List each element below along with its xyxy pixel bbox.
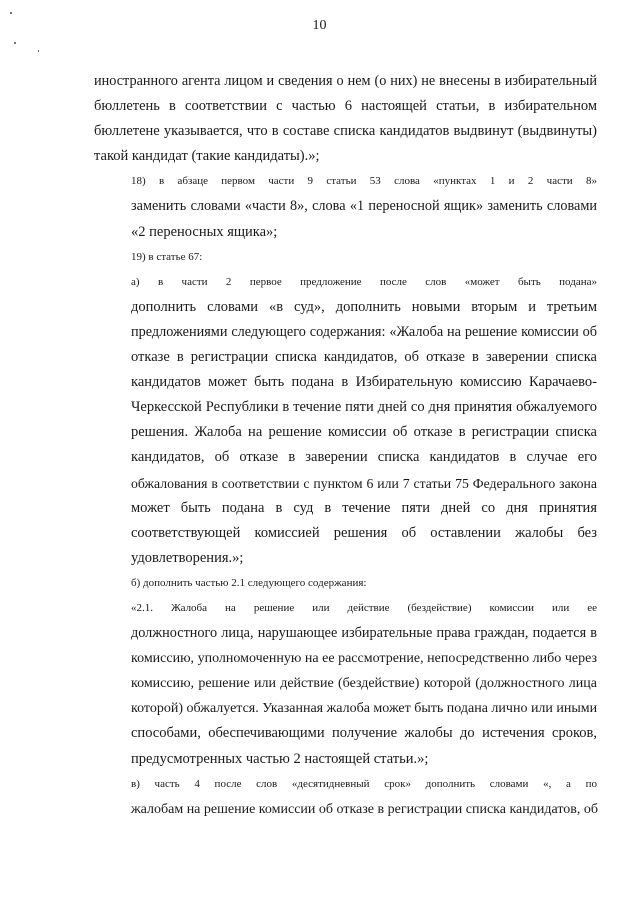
text-line: заменить словами «части 8», слова «1 переносной ящик» заменить словами xyxy=(131,198,597,215)
text-line: может быть подана в суд в течение пяти дней со дня принятия xyxy=(131,499,597,516)
paragraph xyxy=(94,596,597,772)
text-line: удовлетворения.»; xyxy=(131,549,244,566)
text-line: кандидатов, об отказе в заверении списка кандидатов в случае его xyxy=(131,449,597,466)
scan-speck xyxy=(14,42,16,44)
text-line: иностранного агента лицом и сведения о нем (о них) не внесены в избирательный xyxy=(94,73,597,89)
text-line: комиссию, уполномоченную на ее рассмотрение, непосредственно либо через xyxy=(131,651,597,667)
scan-speck xyxy=(38,50,39,52)
text-line: обжалования в соответствии с пунктом 6 или 7 статьи 75 Федерального закона xyxy=(131,475,597,491)
text-line: соответствующей комиссией решения об оставлении жалобы без xyxy=(131,524,597,541)
text-line: бюллетень в соответствии с частью 6 настоящей статьи, в избирательном xyxy=(94,98,597,115)
text-line: предусмотренных частью 2 настоящей статьи.»; xyxy=(131,750,429,767)
paragraph xyxy=(94,245,597,270)
text-line: жалобам на решение комиссии об отказе в регистрации списка кандидатов, об xyxy=(131,801,599,817)
text-line: решения. Жалоба на решение комиссии об отказе в регистрации списка xyxy=(131,424,597,441)
text-line: 18) в абзаце первом части 9 статьи 53 слова «пунктах 1 и 2 части 8» xyxy=(131,175,597,188)
text-line: Черкесской Республики в течение пяти дней со дня принятия обжалуемого xyxy=(131,399,597,416)
document-body xyxy=(94,69,597,822)
text-line: предложениями следующего содержания: «Жалоба на решение комиссии об xyxy=(131,323,597,340)
text-line: кандидатов может быть подана в Избирательную комиссию Карачаево- xyxy=(131,374,597,391)
text-line: такой кандидат (такие кандидаты).»; xyxy=(94,148,320,165)
text-line: должностного лица, нарушающее избирательные права граждан, подается в xyxy=(131,625,597,642)
text-line: способами, обеспечивающими получение жалобы до истечения сроков, xyxy=(131,725,597,742)
text-line: «2 переносных ящика»; xyxy=(131,223,278,240)
scan-speck xyxy=(10,12,12,14)
text-line: которой) обжалуется. Указанная жалоба может быть подана лично или иными xyxy=(131,701,598,717)
text-line: «2.1. Жалоба на решение или действие (бездействие) комиссии или ее xyxy=(131,601,597,614)
text-line: 19) в статье 67: xyxy=(131,250,203,263)
paragraph xyxy=(94,772,597,822)
text-line: отказе в регистрации списка кандидатов, об отказе в заверении списка xyxy=(131,349,597,366)
page-number: 10 xyxy=(312,18,327,33)
paragraph xyxy=(94,571,597,596)
paragraph xyxy=(94,69,597,169)
text-line: комиссию, решение или действие (бездействие) которой (должностного лица xyxy=(131,676,597,692)
text-line: а) в части 2 первое предложение после слов «может быть подана» xyxy=(131,275,597,288)
text-line: дополнить словами «в суд», дополнить новыми вторым и третьим xyxy=(131,298,597,315)
paragraph xyxy=(94,169,597,244)
text-line: б) дополнить частью 2.1 следующего содержания: xyxy=(131,576,367,589)
text-line: бюллетене указывается, что в составе списка кандидатов выдвинут (выдвинуты) xyxy=(94,123,597,140)
paragraph xyxy=(94,270,597,571)
text-line: в) часть 4 после слов «десятидневный срок» дополнить словами «, а по xyxy=(131,777,597,790)
